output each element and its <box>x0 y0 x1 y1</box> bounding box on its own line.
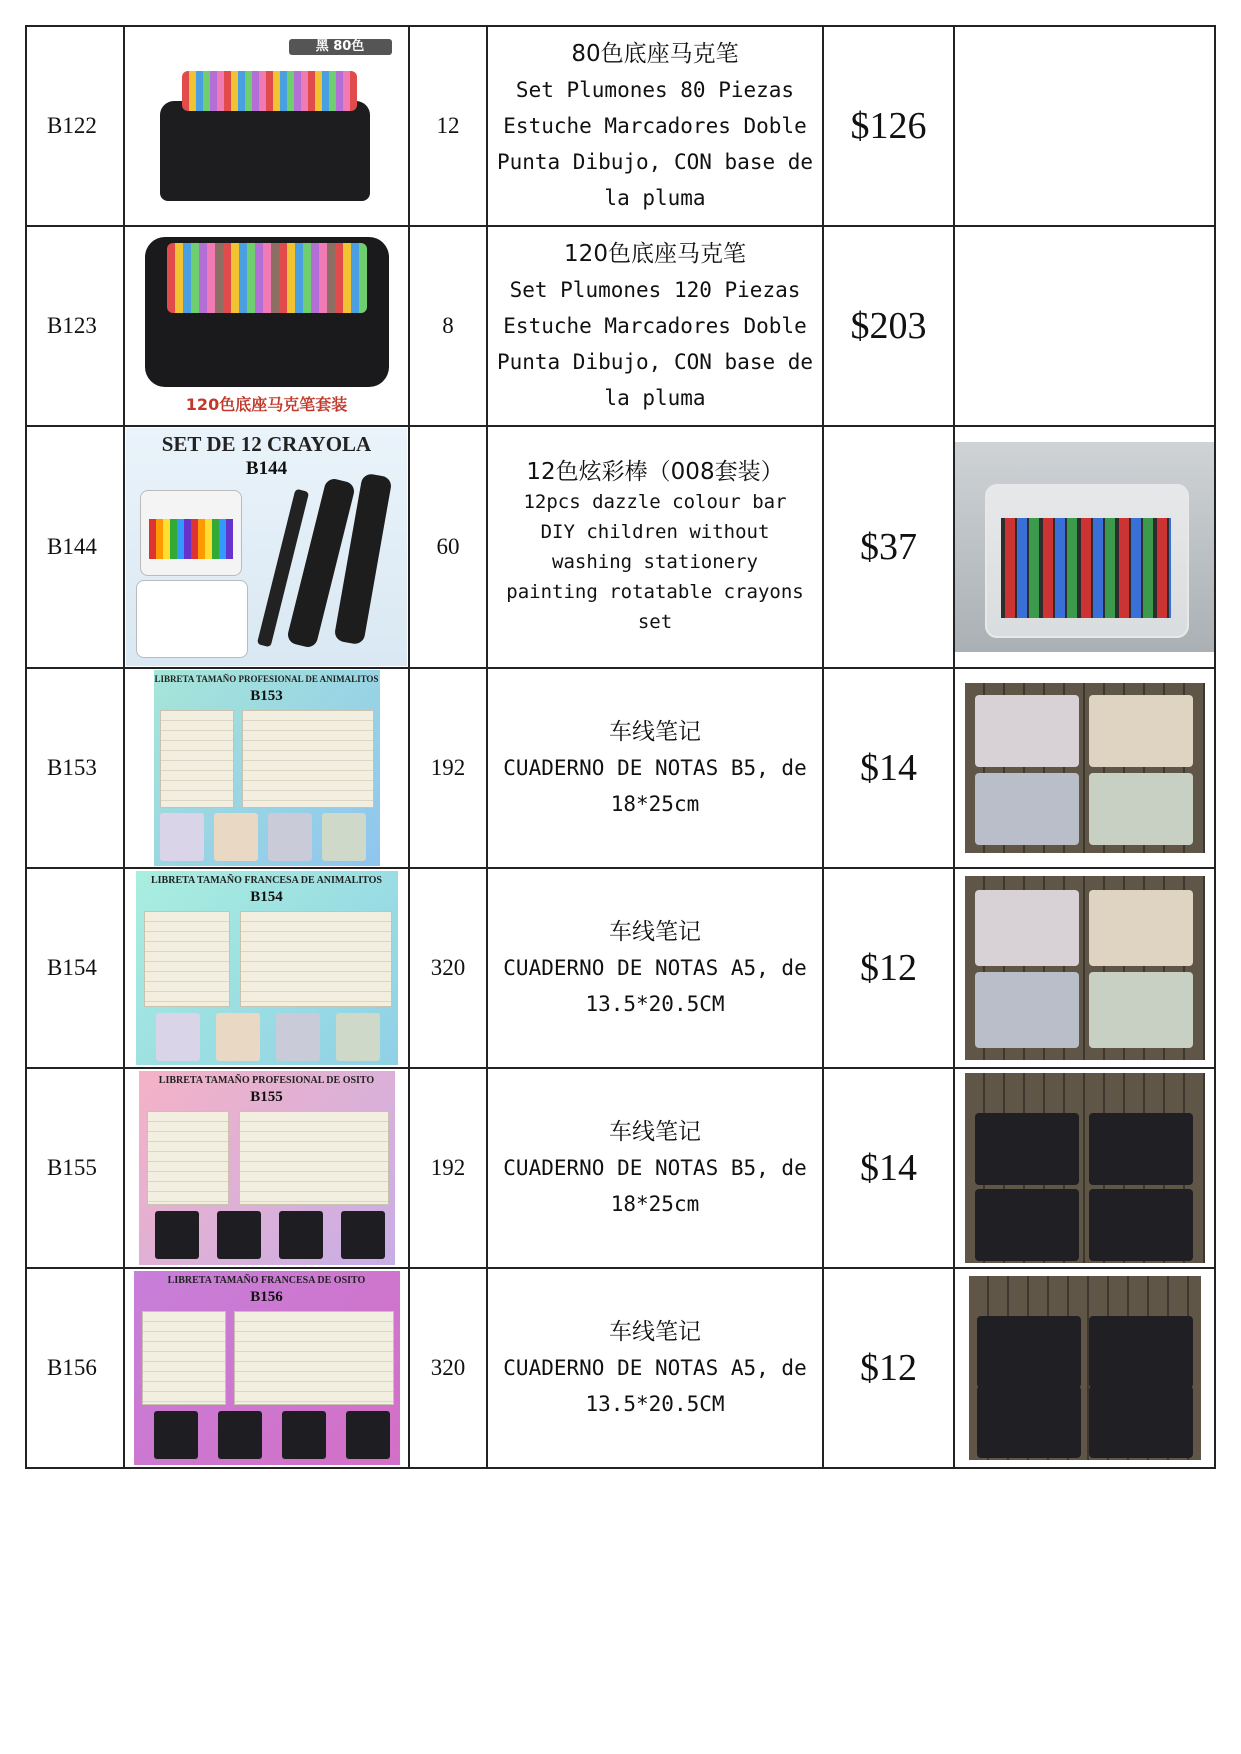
description-cn: 车线笔记 <box>609 719 701 745</box>
cover-pink-bear <box>279 1211 323 1259</box>
product-code: B156 <box>26 1268 124 1468</box>
photo-cell-empty <box>954 26 1215 226</box>
quantity: 12 <box>409 26 487 226</box>
product-image-cell <box>124 668 409 868</box>
product-image-code: B155 <box>250 1089 283 1105</box>
product-image-label: 黑 80色 <box>289 39 392 55</box>
bear-notebook-b5-image <box>139 1071 395 1265</box>
product-image-label: 120色底座马克笔套装 <box>185 395 348 414</box>
table-row <box>26 426 1215 668</box>
cover-angel <box>155 1211 199 1259</box>
cover-cat <box>268 813 312 861</box>
marker-caps <box>182 71 357 111</box>
cover-bear <box>218 1411 262 1459</box>
case-photo-body <box>985 484 1189 638</box>
photo-cell <box>954 668 1215 868</box>
cover-bear <box>217 1211 261 1259</box>
product-code: B123 <box>26 226 124 426</box>
table-row <box>26 1068 1215 1268</box>
product-image-code: B156 <box>250 1289 283 1305</box>
description-es: CUADERNO DE NOTAS B5, de 18*25cm <box>503 756 807 816</box>
photo-cell-empty <box>954 226 1215 426</box>
marker-case-120-image <box>137 229 397 423</box>
product-image-cell <box>124 426 409 668</box>
description-cn: 80色底座马克笔 <box>571 41 739 67</box>
product-image-cell <box>124 868 409 1068</box>
crayon-case-photo <box>955 442 1214 652</box>
product-image-code: B154 <box>250 889 283 905</box>
product-table <box>25 25 1216 1469</box>
description <box>487 426 823 668</box>
description-cn: 车线笔记 <box>609 1119 701 1145</box>
product-image-label: LIBRETA TAMAÑO PROFESIONAL DE OSITO <box>158 1075 375 1086</box>
description <box>487 868 823 1068</box>
description <box>487 226 823 426</box>
notebook-pages <box>147 1111 229 1205</box>
photo-cell <box>954 426 1215 668</box>
bear-notebook-a5-image <box>134 1271 400 1465</box>
description <box>487 1068 823 1268</box>
product-code: B153 <box>26 668 124 868</box>
cover-snowboarding <box>341 1211 385 1259</box>
description <box>487 1268 823 1468</box>
table-row <box>26 868 1215 1068</box>
notebook-pages <box>144 911 230 1007</box>
photo-cell <box>954 1268 1215 1468</box>
product-image-label: SET DE 12 CRAYOLA <box>161 432 372 456</box>
product-image-cell <box>124 226 409 426</box>
description-es: Set Plumones 120 Piezas Estuche Marcadores Doble Punta Dibujo, CON base de la pluma <box>496 278 814 410</box>
notebook-snowboarding <box>975 1113 1079 1185</box>
animal-notebooks-photo <box>965 876 1205 1060</box>
notebook-bear <box>977 1386 1081 1458</box>
product-code: B122 <box>26 26 124 226</box>
description-cn: 车线笔记 <box>609 1319 701 1345</box>
table-row <box>26 1268 1215 1468</box>
notebook-open <box>234 1311 394 1405</box>
product-code: B154 <box>26 868 124 1068</box>
animal-notebook-b5-image <box>154 670 380 866</box>
notebook-angel <box>1089 1189 1193 1261</box>
product-image-label: LIBRETA TAMAÑO FRANCESA DE ANIMALITOS <box>151 875 382 886</box>
price: $203 <box>823 226 954 426</box>
notebook-rabbit <box>975 890 1079 966</box>
notebook-panda <box>1089 773 1193 845</box>
product-image-code: B144 <box>245 458 288 479</box>
cover-snowboarding <box>346 1411 390 1459</box>
quantity: 320 <box>409 1268 487 1468</box>
quantity: 192 <box>409 1068 487 1268</box>
notebook-open <box>242 710 374 808</box>
product-image-label: LIBRETA TAMAÑO PROFESIONAL DE ANIMALITOS <box>154 674 379 684</box>
product-image-code: B153 <box>250 688 283 704</box>
product-image-label: LIBRETA TAMAÑO FRANCESA DE OSITO <box>167 1275 366 1286</box>
product-image-cell <box>124 26 409 226</box>
marker-caps <box>167 243 367 313</box>
description-es: 12pcs dazzle colour bar DIY children without washing stationery painting rotatable crayons set <box>506 491 804 633</box>
notebook-cat <box>975 773 1079 845</box>
cover-pink-bear <box>282 1411 326 1459</box>
marker-bag <box>160 101 370 201</box>
photo-cell <box>954 868 1215 1068</box>
cover-dog <box>214 813 258 861</box>
bear-notebooks-photo <box>969 1276 1201 1460</box>
crayon-case <box>140 490 242 576</box>
description-cn: 120色底座马克笔 <box>564 241 746 267</box>
cover-angel <box>154 1411 198 1459</box>
cover-dog <box>216 1013 260 1061</box>
product-image-cell <box>124 1068 409 1268</box>
marker-case-80-image <box>142 31 392 221</box>
cover-cat <box>276 1013 320 1061</box>
table-row <box>26 226 1215 426</box>
description <box>487 26 823 226</box>
crayons <box>1001 518 1171 618</box>
price: $37 <box>823 426 954 668</box>
notebook-open <box>240 911 392 1007</box>
animal-notebook-a5-image <box>136 871 398 1065</box>
cover-panda <box>336 1013 380 1061</box>
bear-notebooks-photo <box>965 1073 1205 1263</box>
description-es: CUADERNO DE NOTAS B5, de 18*25cm <box>503 1156 807 1216</box>
table-row <box>26 668 1215 868</box>
cover-panda <box>322 813 366 861</box>
price: $126 <box>823 26 954 226</box>
product-code: B144 <box>26 426 124 668</box>
quantity: 8 <box>409 226 487 426</box>
animal-notebooks-photo <box>965 683 1205 853</box>
notebook-cat <box>975 972 1079 1048</box>
notebook-panda <box>1089 972 1193 1048</box>
cover-rabbit <box>156 1013 200 1061</box>
description <box>487 668 823 868</box>
cover-rabbit <box>160 813 204 861</box>
quantity: 60 <box>409 426 487 668</box>
notebook-dog <box>1089 890 1193 966</box>
price: $12 <box>823 868 954 1068</box>
notebook-pages <box>142 1311 226 1405</box>
crayons <box>149 519 233 559</box>
photo-cell <box>954 1068 1215 1268</box>
notebook-pages <box>160 710 234 808</box>
description-es: CUADERNO DE NOTAS A5, de 13.5*20.5CM <box>503 1356 807 1416</box>
crayola-set-image <box>126 428 407 666</box>
notebook-rabbit <box>975 695 1079 767</box>
notebook-dog <box>1089 695 1193 767</box>
sticker-sheet <box>136 580 248 658</box>
notebook-pink-bear <box>1089 1316 1193 1388</box>
table-row <box>26 26 1215 226</box>
notebook-pink-bear <box>1089 1113 1193 1185</box>
quantity: 320 <box>409 868 487 1068</box>
price: $14 <box>823 668 954 868</box>
product-image-cell <box>124 1268 409 1468</box>
quantity: 192 <box>409 668 487 868</box>
description-cn: 车线笔记 <box>609 919 701 945</box>
product-code: B155 <box>26 1068 124 1268</box>
price: $14 <box>823 1068 954 1268</box>
notebook-open <box>239 1111 389 1205</box>
price: $12 <box>823 1268 954 1468</box>
description-es: CUADERNO DE NOTAS A5, de 13.5*20.5CM <box>503 956 807 1016</box>
notebook-bear <box>975 1189 1079 1261</box>
description-es: Set Plumones 80 Piezas Estuche Marcadores Doble Punta Dibujo, CON base de la pluma <box>496 78 814 210</box>
notebook-snowboarding <box>977 1316 1081 1388</box>
notebook-angel <box>1089 1386 1193 1458</box>
description-cn: 12色炫彩棒（008套装） <box>526 459 784 485</box>
